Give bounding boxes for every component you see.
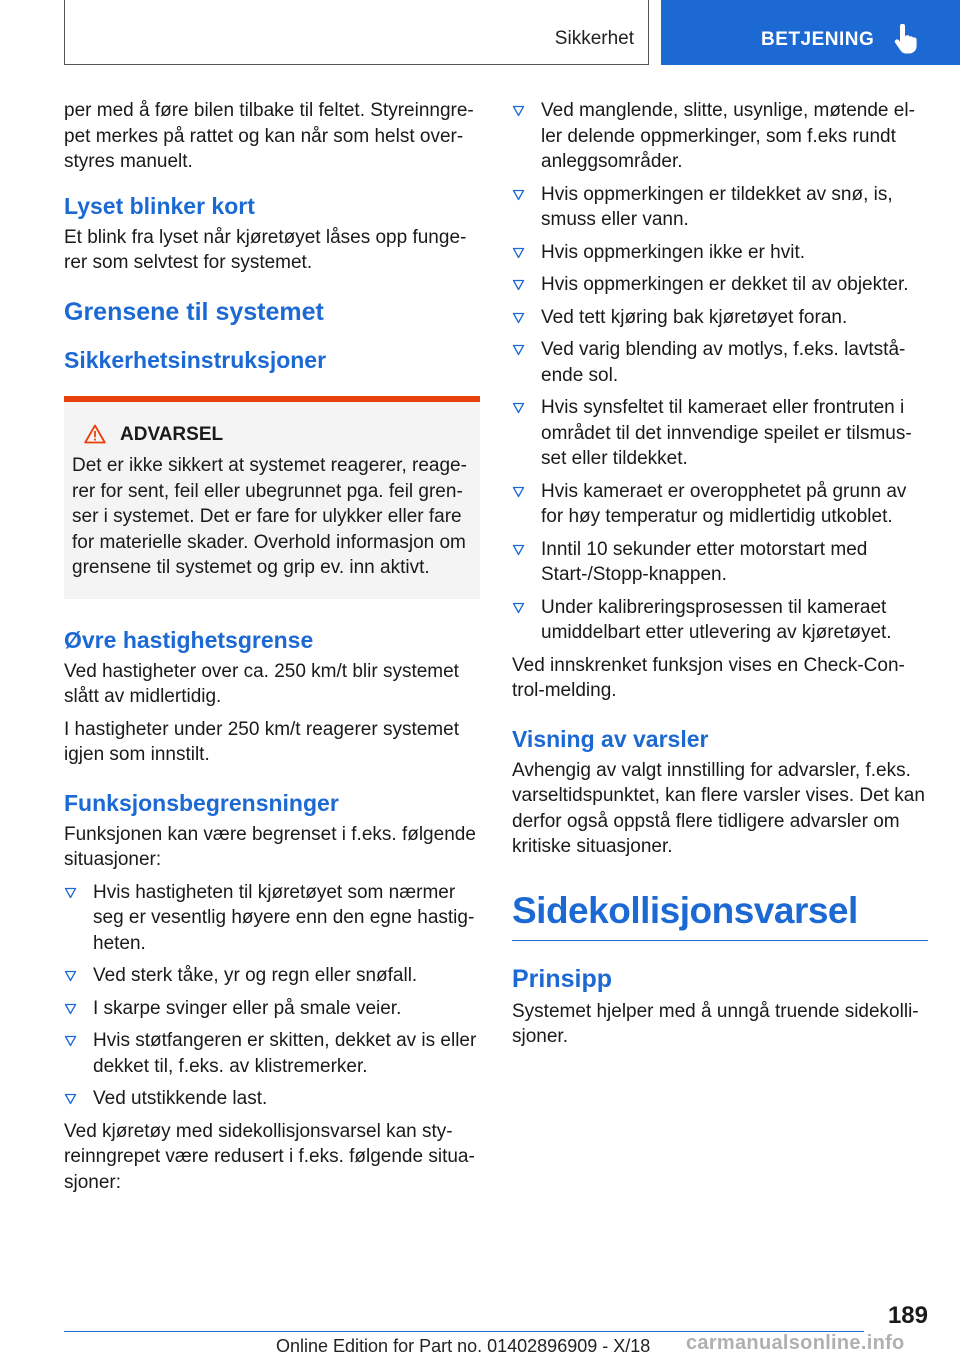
paragraph-ovre-1: Ved hastigheter over ca. 250 km/t blir systemet slått av midlertidig. <box>64 660 459 707</box>
list-item: Ved tett kjøring bak kjøretøyet foran. <box>512 305 928 331</box>
paragraph-sidekollisjon-situasjoner: Ved kjøretøy med sidekollisjonsvarsel kan styreinngrepet være redusert i f.eks. følgende situasjoner: <box>64 1120 475 1193</box>
list-item: Under kalibreringsprosessen til kameraet umiddelbart etter utlevering av kjøretøyet. <box>512 595 928 646</box>
header-section-title: Sikkerhet <box>554 28 634 49</box>
list-item: Hvis oppmerkingen ikke er hvit. <box>512 240 928 266</box>
heading-ovre-hastighetsgrense: Øvre hastighetsgrense <box>64 626 314 653</box>
pointing-hand-icon <box>893 24 919 54</box>
warning-triangle-icon <box>84 424 106 444</box>
triangle-bullet-icon <box>512 247 525 259</box>
page-number: 189 <box>887 1302 928 1329</box>
heading-grensene: Grensene til systemet <box>64 297 324 326</box>
paragraph-funksjon: Funksjonen kan være begrenset i f.eks. følgende situasjoner: <box>64 823 476 870</box>
triangle-bullet-icon <box>512 602 525 614</box>
warning-box <box>64 396 480 599</box>
warning-title-row <box>72 422 472 448</box>
list-item: Hvis kameraet er overopphetet på grunn av for høy temperatur og midlertidig utkoblet. <box>512 479 928 530</box>
footer-edition-text: Online Edition for Part no. 01402896909 - X/18 <box>276 1336 651 1356</box>
triangle-bullet-icon <box>512 344 525 356</box>
list-item: Hvis oppmerkingen er dekket til av objekter. <box>512 272 928 298</box>
warning-text: Det er ikke sikkert at systemet reagerer, reagerer for sent, feil eller ubegrunnet pga. feil grenser i systemet. Det er fare for ulykker eller fare for materielle skader. Overhold informasjon om grensene til systemet og grip ev. inn aktivt. <box>72 455 467 578</box>
paragraph-prinsipp: Systemet hjelper med å unngå truende sidekollisjoner. <box>512 1000 919 1047</box>
triangle-bullet-icon <box>64 970 77 982</box>
warning-title: ADVARSEL <box>120 423 224 445</box>
list-item: Ved sterk tåke, yr og regn eller snøfall. <box>64 963 480 989</box>
paragraph-ovre-2: I hastigheter under 250 km/t reagerer systemet igjen som innstilt. <box>64 718 459 765</box>
right-bullet-list <box>512 98 928 646</box>
triangle-bullet-icon <box>64 1003 77 1015</box>
triangle-bullet-icon <box>512 279 525 291</box>
watermark-text: carmanualsonline.info <box>686 1332 905 1354</box>
list-item: Ved utstikkende last. <box>64 1086 480 1112</box>
intro-paragraph: per med å føre bilen tilbake til feltet. Styreinngrepet merkes på rattet og kan når som helst overstyres manuelt. <box>64 100 474 172</box>
left-bullet-list <box>64 880 480 1112</box>
left-column <box>64 98 480 1202</box>
paragraph-lyset: Et blink fra lyset når kjøretøyet låses opp fungerer som selvtest for systemet. <box>64 226 467 273</box>
heading-lyset-blinker: Lyset blinker kort <box>64 192 255 219</box>
triangle-bullet-icon <box>64 1035 77 1047</box>
heading-sikkerhetsinstruksjoner: Sikkerhetsinstruksjoner <box>64 346 327 373</box>
triangle-bullet-icon <box>512 105 525 117</box>
heading-prinsipp: Prinsipp <box>512 964 613 993</box>
heading-funksjonsbegrensninger: Funksjonsbegrensninger <box>64 789 339 816</box>
right-column <box>512 98 928 1057</box>
paragraph-check-control: Ved innskrenket funksjon vises en Check-Control-melding. <box>512 654 905 701</box>
header-section-box <box>64 0 649 65</box>
list-item: Ved varig blending av motlys, f.eks. lavtstående sol. <box>512 337 928 388</box>
triangle-bullet-icon <box>64 1093 77 1105</box>
triangle-bullet-icon <box>512 402 525 414</box>
list-item: Hvis oppmerkingen er tildekket av snø, is, smuss eller vann. <box>512 182 928 233</box>
paragraph-visning: Avhengig av valgt innstilling for advarsler, f.eks. varseltidspunktet, kan flere varsler vises. Det kan derfor også oppstå flere tidligere advarsler om kritiske situasjoner. <box>512 759 925 857</box>
list-item: Hvis støtfangeren er skitten, dekket av is eller dekket til, f.eks. av klistremerker. <box>64 1028 480 1079</box>
triangle-bullet-icon <box>512 312 525 324</box>
list-item: Inntil 10 sekunder etter motorstart med Start-/Stopp-knappen. <box>512 537 928 588</box>
header-chapter-title: BETJENING <box>761 29 875 50</box>
header-chapter-tab[interactable] <box>661 0 960 65</box>
triangle-bullet-icon <box>512 486 525 498</box>
heading-visning-av-varsler: Visning av varsler <box>512 725 709 752</box>
list-item: I skarpe svinger eller på smale veier. <box>64 996 480 1022</box>
list-item: Hvis hastigheten til kjøretøyet som nærmer seg er vesentlig høyere enn den egne hastigheten. <box>64 880 480 957</box>
triangle-bullet-icon <box>512 544 525 556</box>
triangle-bullet-icon <box>64 887 77 899</box>
heading-sidekollisjonsvarsel: Sidekollisjonsvarsel <box>512 888 928 941</box>
list-item: Hvis synsfeltet til kameraet eller frontruten i området til det innvendige speilet er tilsmusset eller tildekket. <box>512 395 928 472</box>
list-item: Ved manglende, slitte, usynlige, møtende eller delende oppmerkinger, som f.eks rundt anleggsområder. <box>512 98 928 175</box>
triangle-bullet-icon <box>512 189 525 201</box>
